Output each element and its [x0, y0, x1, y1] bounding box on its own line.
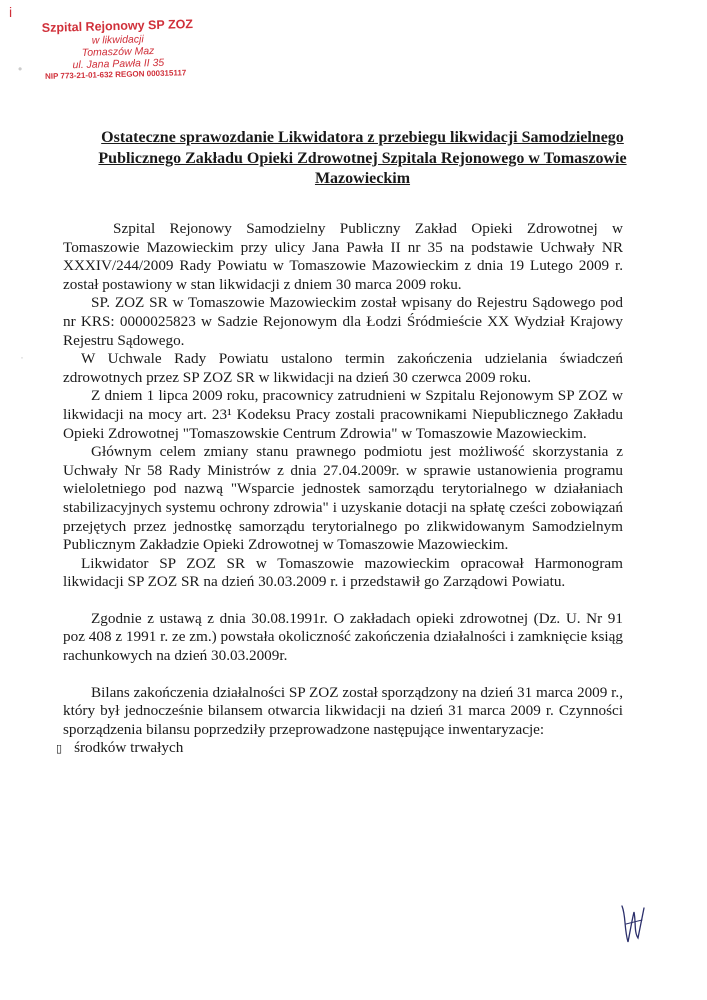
list-item — [56, 739, 623, 759]
paragraph: Bilans zakończenia działalności SP ZOZ został sporządzony na dzień 31 marca 2009 r., który był jednocześnie bilansem otwarcia likwidacji na dzień 31 marca 2009 r. Czynności sporządzenia bilansu poprzedziły przeprowadzone następujące inwentaryzacje: — [63, 683, 623, 738]
stamp-line-name: Szpital Rejonowy SP ZOZ — [41, 17, 194, 35]
stamp-line-status: w likwidacji — [91, 33, 144, 47]
institution-stamp — [27, 16, 209, 83]
signature-icon — [612, 898, 652, 948]
paragraph: Z dniem 1 lipca 2009 roku, pracownicy zatrudnieni w Szpitalu Rejonowym SP ZOZ w likwidacji na mocy art. 23¹ Kodeksu Pracy zostali pracownikami Niepublicznego Zakładu Opieki Zdrowotnej "Tomaszowskie Centrum Zdrowia" w Tomaszowie Mazowieckim. — [63, 387, 623, 442]
paragraph: SP. ZOZ SR w Tomaszowie Mazowieckim został wpisany do Rejestru Sądowego pod nr KRS: 0000025823 w Sadzie Rejonowym dla Łodzi Śródmieście XX Wydział Krajowy Rejestru Sądowego. — [63, 294, 623, 349]
paragraph: Szpital Rejonowy Samodzielny Publiczny Zakład Opieki Zdrowotnej w Tomaszowie Mazowieckim przy ulicy Jana Pawła II nr 35 na podstawie Uchwały NR XXXIV/244/2009 Rady Powiatu w Tomaszowie Mazowieckim z dnia 19 Lutego 2009 r. został postawiony w stan likwidacji z dniem 30 marca 2009 roku. — [63, 220, 623, 293]
document-title: Ostateczne sprawozdanie Likwidatora z przebiegu likwidacji Samodzielnego Publicznego Zakładu Opieki Zdrowotnej Szpitala Rejonowego w Tomaszowie Mazowieckim — [98, 129, 627, 187]
stamp-line-city: Tomaszów Maz — [81, 45, 155, 59]
stamp-mark: i — [9, 4, 13, 20]
paragraph: Zgodnie z ustawą z dnia 30.08.1991r. O zakładach opieki zdrowotnej (Dz. U. Nr 91 poz 408 z 1991 r. ze zm.) powstała okoliczność zakończenia działalności i zamknięcie ksiąg rachunkowych na dzień 30.03.2009r. — [63, 609, 623, 665]
list-item-text: środków trwałych — [74, 739, 184, 757]
paragraph: Likwidator SP ZOZ SR w Tomaszowie mazowieckim opracował Harmonogram likwidacji SP ZOZ SR na dzień 30.03.2009 r. i przedstawił go Zarządowi Powiatu. — [63, 554, 623, 591]
bullet-icon: ▯ — [56, 742, 63, 756]
stray-dot: · — [20, 350, 24, 364]
stray-dot: • — [18, 62, 23, 76]
paragraph: Głównym celem zmiany stanu prawnego podmiotu jest możliwość skorzystania z Uchwały Nr 58 Rady Ministrów z dnia 27.04.2009r. w sprawie ustanowienia programu wieloletniego pod nazwą "Wsparcie jednostek samorządu terytorialnego w działaniach stabilizacyjnych systemu ochrony zdrowia" i uzyskanie dotacji na spłatę cześci zobowiązań przejętych przez jednostkę samorządu terytorialnego po zlikwidowanym Samodzielnym Publicznym Zakładzie Opieki Zdrowotnej w Tomaszowie Mazowieckim. — [63, 443, 623, 554]
stamp-line-street: ul. Jana Pawła II 35 — [72, 56, 165, 72]
document-body — [56, 220, 623, 759]
stamp-line-ids: NIP 773-21-01-632 REGON 000315117 — [44, 68, 187, 81]
paragraph: W Uchwale Rady Powiatu ustalono termin zakończenia udzielania świadczeń zdrowotnych przez SP ZOZ SR w likwidacji na dzień 30 czerwca 2009 roku. — [63, 350, 623, 386]
